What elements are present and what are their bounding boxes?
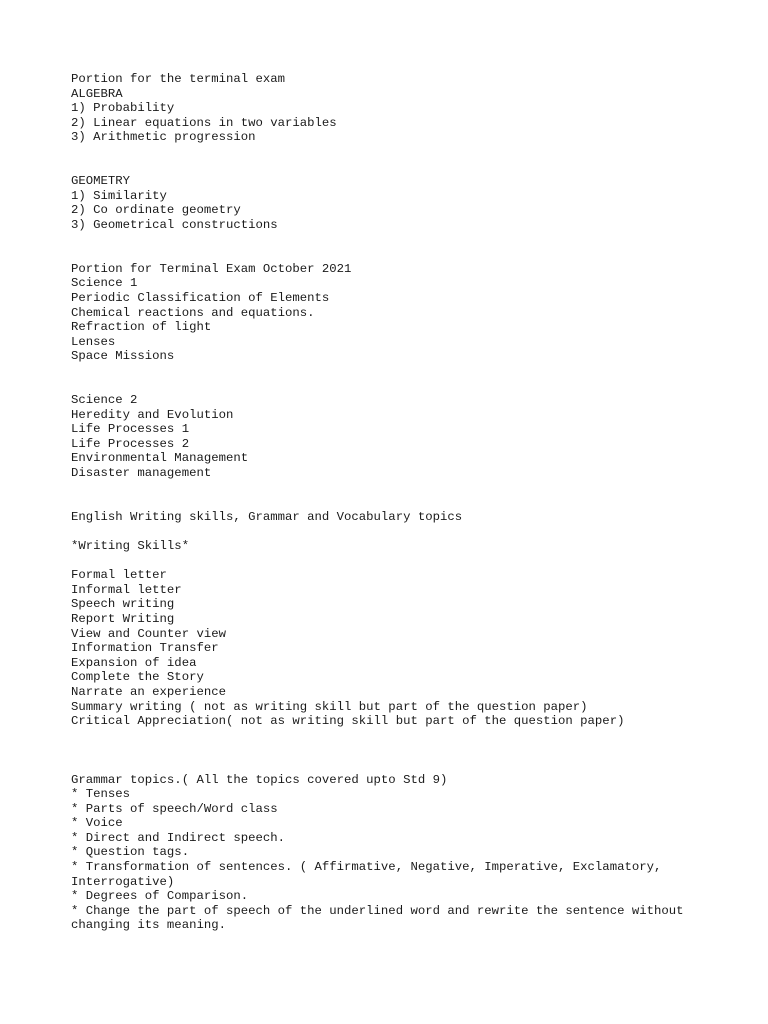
document-line — [71, 233, 731, 248]
document-line: 2) Co ordinate geometry — [71, 203, 241, 218]
document-line: changing its meaning. — [71, 918, 226, 933]
document-line: Informal letter — [71, 582, 182, 597]
document-line — [71, 378, 731, 393]
document-line: English Writing skills, Grammar and Vocabulary topics — [71, 509, 463, 524]
document-line: * Parts of speech/Word class — [71, 801, 278, 816]
document-line — [71, 247, 731, 262]
document-line: * Direct and Indirect speech. — [71, 830, 286, 845]
document-line — [71, 495, 731, 510]
document-line: 1) Probability — [71, 101, 175, 116]
document-line: Lenses — [71, 334, 116, 349]
document-line: Science 2 — [71, 393, 138, 408]
document-line: Chemical reactions and equations. — [71, 305, 315, 320]
document-line: ALGEBRA — [71, 86, 123, 101]
document-line: GEOMETRY — [71, 174, 131, 189]
document-line: Critical Appreciation( not as writing skill but part of the question paper) — [71, 714, 625, 729]
document-line — [71, 145, 731, 160]
document-body — [71, 72, 731, 933]
document-line: Life Processes 1 — [71, 422, 190, 437]
document-line: * Change the part of speech of the underlined word and rewrite the sentence without — [71, 903, 684, 918]
document-line: Speech writing — [71, 597, 175, 612]
document-line: Disaster management — [71, 466, 212, 481]
document-line — [71, 160, 731, 175]
document-line: *Writing Skills* — [71, 539, 190, 553]
document-line: Environmental Management — [71, 451, 249, 466]
document-line: Periodic Classification of Elements — [71, 290, 330, 305]
document-line: Report Writing — [71, 611, 175, 626]
document-line: Portion for Terminal Exam October 2021 — [71, 261, 352, 276]
document-line: * Transformation of sentences. ( Affirmative, Negative, Imperative, Exclamatory, — [71, 860, 662, 875]
document-line: View and Counter view — [71, 626, 226, 641]
document-line: 2) Linear equations in two variables — [71, 115, 337, 130]
document-line: 3) Geometrical constructions — [71, 217, 278, 232]
document-line — [71, 743, 731, 758]
document-line: Narrate an experience — [71, 684, 226, 699]
document-line: Science 1 — [71, 276, 138, 291]
document-line: Life Processes 2 — [71, 436, 190, 451]
document-line — [71, 554, 731, 569]
document-line: Interrogative) — [71, 874, 175, 889]
document-line: Summary writing ( not as writing skill but part of the question paper) — [71, 699, 588, 714]
document-line: Complete the Story — [71, 670, 204, 685]
document-line — [71, 481, 731, 496]
document-line: 3) Arithmetic progression — [71, 130, 256, 145]
document-line: * Voice — [71, 816, 123, 831]
document-line: * Question tags. — [71, 845, 190, 860]
document-line: Formal letter — [71, 568, 167, 583]
document-line — [71, 364, 731, 379]
document-line: Heredity and Evolution — [71, 407, 234, 422]
document-line: Information Transfer — [71, 641, 219, 656]
document-line: Portion for the terminal exam — [71, 72, 286, 86]
document-line: Grammar topics.( All the topics covered upto Std 9) — [71, 772, 448, 787]
document-line: * Tenses — [71, 787, 131, 802]
document-line: 1) Similarity — [71, 188, 167, 203]
document-line — [71, 729, 731, 744]
document-line: Space Missions — [71, 349, 175, 364]
document-line: Expansion of idea — [71, 655, 197, 670]
document-line: Refraction of light — [71, 320, 212, 335]
document-line: * Degrees of Comparison. — [71, 889, 249, 904]
document-line — [71, 524, 731, 539]
document-line — [71, 758, 731, 773]
